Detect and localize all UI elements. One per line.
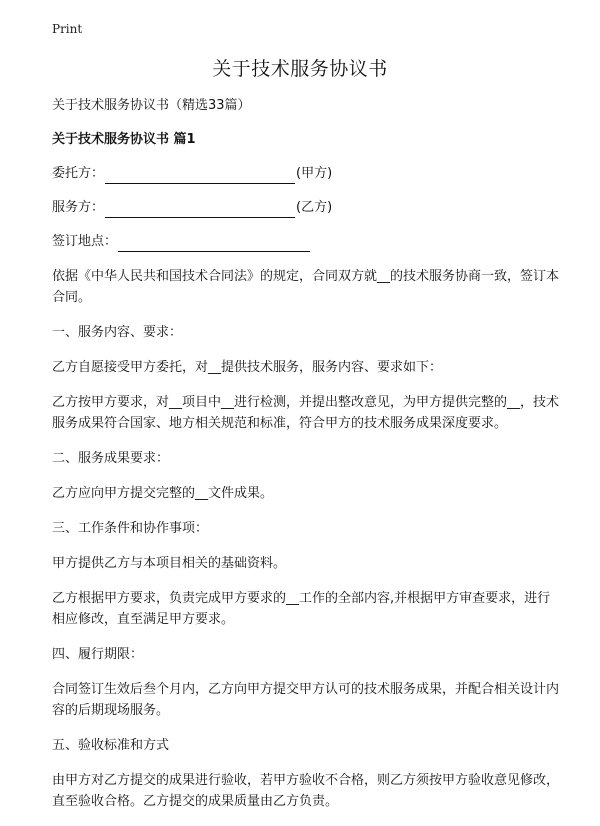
- client-suffix: (甲方): [296, 166, 333, 181]
- clause-paragraph-7: 由甲方对乙方提交的成果进行验收，若甲方验收不合格，则乙方须按甲方验收意见修改，直至验收合格。乙方提交的成果质量由乙方负责。: [52, 773, 560, 809]
- location-blank-line: [118, 237, 310, 252]
- print-link[interactable]: Print: [52, 22, 83, 36]
- document-subtitle: 关于技术服务协议书（精选33篇）: [52, 98, 251, 113]
- provider-field: [52, 198, 560, 218]
- section-heading: 关于技术服务协议书 篇1: [52, 132, 196, 147]
- document-title: 关于技术服务协议书: [212, 58, 388, 80]
- client-field: [52, 164, 560, 184]
- client-blank-line: [105, 169, 295, 184]
- clause-paragraph-5: 乙方根据甲方要求，负责完成甲方要求的__工作的全部内容,并根据甲方审查要求，进行相应修改，直至满足甲方要求。: [52, 591, 551, 627]
- client-label: 委托方：: [52, 166, 105, 181]
- clause-paragraph-3: 乙方应向甲方提交完整的__文件成果。: [52, 486, 274, 501]
- intro-paragraph: 依据《中华人民共和国技术合同法》的规定，合同双方就__的技术服务协商一致，签订本合同。: [52, 269, 560, 305]
- clause-heading-1: 一、服务内容、要求：: [52, 325, 183, 340]
- clause-heading-5: 五、验收标准和方式: [52, 738, 170, 753]
- provider-blank-line: [105, 203, 295, 218]
- location-field: [52, 232, 560, 252]
- clause-paragraph-4: 甲方提供乙方与本项目相关的基础资料。: [52, 556, 287, 571]
- document-body: [52, 96, 560, 826]
- clause-paragraph-2: 乙方按甲方要求，对__项目中__进行检测，并提出整改意见，为甲方提供完整的__，技术服务成果符合国家、地方相关规范和标准，符合甲方的技术服务成果深度要求。: [52, 395, 560, 431]
- provider-label: 服务方：: [52, 200, 105, 215]
- clause-paragraph-6: 合同签订生效后叁个月内，乙方向甲方提交甲方认可的技术服务成果，并配合相关设计内容的后期现场服务。: [52, 682, 560, 718]
- clause-heading-2: 二、服务成果要求：: [52, 451, 170, 466]
- clause-heading-4: 四、履行期限：: [52, 647, 144, 662]
- location-label: 签订地点：: [52, 234, 118, 249]
- clause-heading-3: 三、工作条件和协作事项：: [52, 521, 209, 536]
- clause-paragraph-1: 乙方自愿接受甲方委托，对__提供技术服务，服务内容、要求如下：: [52, 360, 443, 375]
- provider-suffix: (乙方): [296, 200, 333, 215]
